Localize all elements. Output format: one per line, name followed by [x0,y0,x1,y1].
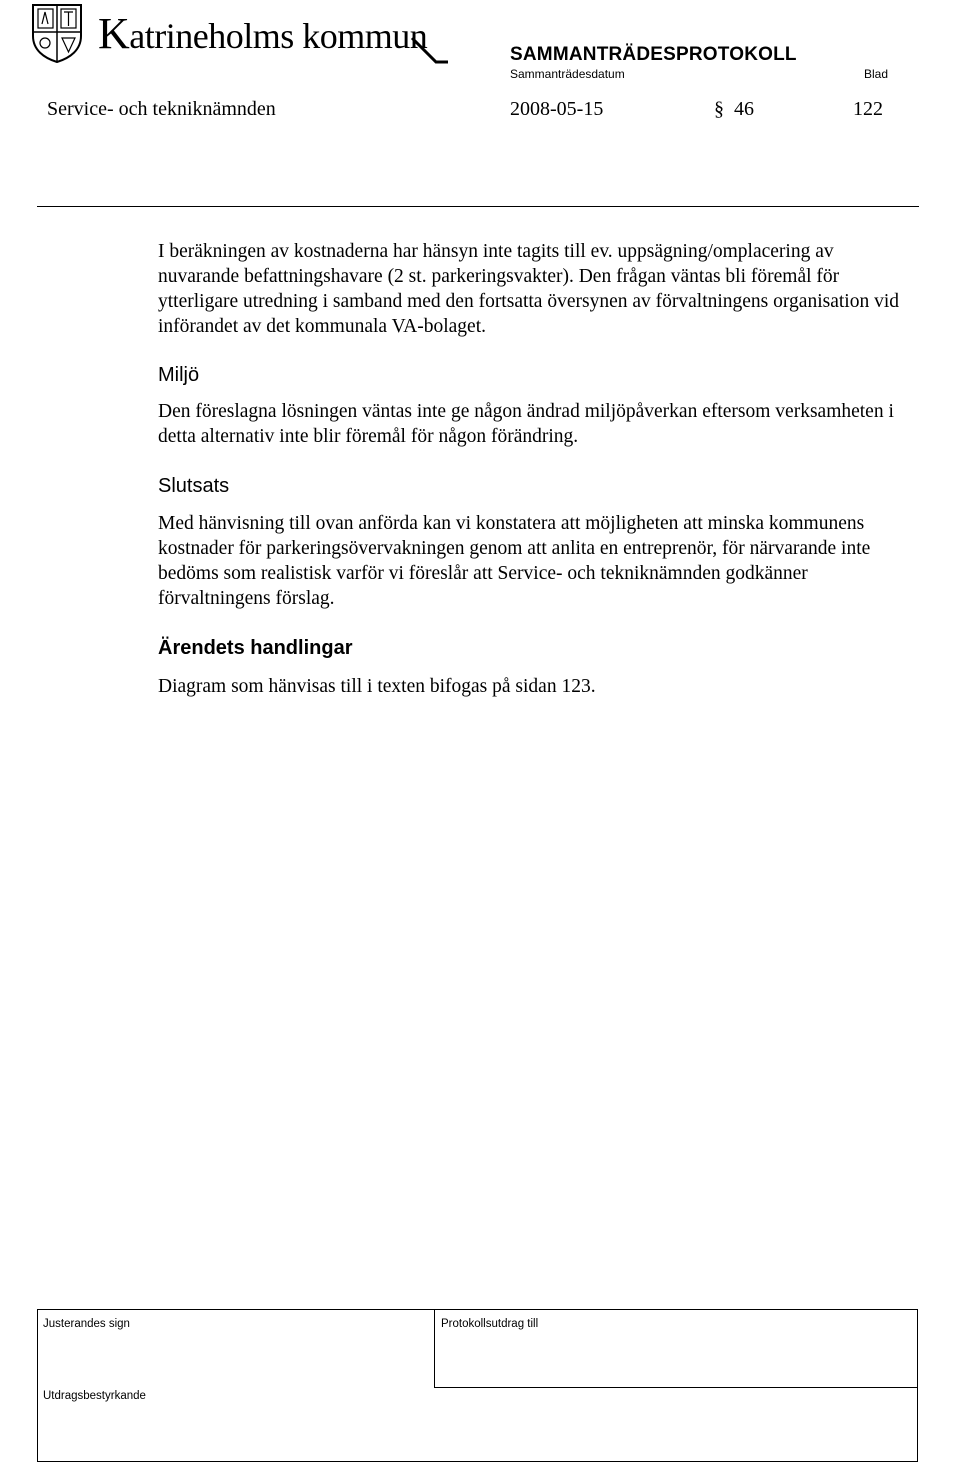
municipality-logo [98,9,428,58]
heading-miljo: Miljö [158,364,200,386]
paragraph-handlingar: Diagram som hänvisas till i texten bifogas på sidan 123. [158,676,596,697]
heading-slutsats: Slutsats [158,475,230,497]
paragraph-sign: § [714,98,724,120]
signature-box-rule [434,1387,918,1388]
label-utdragsbestyrkande: Utdragsbestyrkande [43,1390,146,1402]
heading-handlingar: Ärendets handlingar [158,637,353,659]
paragraph-miljo: Den föreslagna lösningen väntas inte ge någon ändrad miljöpåverkan eftersom verksamheten i detta alternativ inte blir föremål för någon förändring. [158,401,894,447]
meeting-date: 2008-05-15 [510,98,604,120]
page-number: 122 [853,98,883,120]
label-justerandes-sign: Justerandes sign [43,1318,130,1330]
date-caption: Sammanträdesdatum [510,67,625,81]
signature-box-divider [434,1309,435,1388]
coat-of-arms-icon [30,2,84,64]
paragraph-slutsats: Med hänvisning till ovan anförda kan vi konstatera att möjligheten att minska kommunens kostnader för parkeringsövervakningen genom att anlita en entreprenör, för närvarande inte bedöms som realistisk varför vi föreslår att Service- och tekniknämnden godkänner förvaltningens förslag. [158,513,871,609]
paragraph-costs: I beräkningen av kostnaderna har hänsyn inte tagits till ev. uppsägning/omplacering av nuvarande befattningshavare (2 st. parkeringsvakter). Den frågan väntas bli föremål för ytterligare utredning i samband med den fortsatta översynen av förvaltningens organisation vid införandet av det kommunala VA-bolaget. [158,241,899,337]
logo-swoosh-icon [410,32,450,66]
signature-box [37,1309,918,1462]
label-protokollsutdrag-till: Protokollsutdrag till [441,1318,539,1330]
header-divider [37,206,919,207]
document-type: SAMMANTRÄDESPROTOKOLL [510,44,797,65]
logo-name: atrineholms kommun [129,16,428,56]
paragraph-number: 46 [734,98,754,120]
committee-name: Service- och tekniknämnden [47,98,276,120]
logo-initial: K [98,9,130,58]
page-caption: Blad [864,67,889,81]
